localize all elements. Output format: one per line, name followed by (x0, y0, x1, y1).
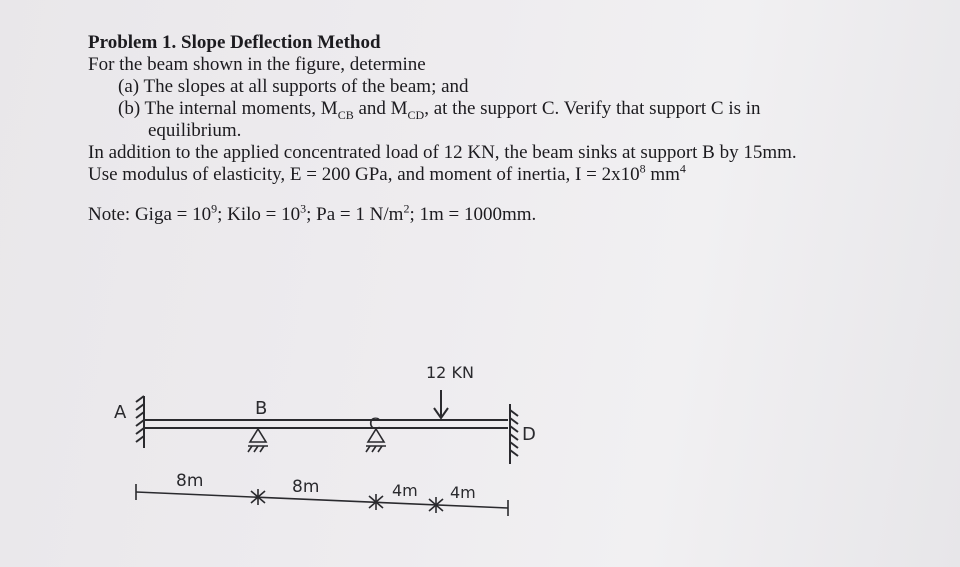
label-b: B (255, 398, 268, 419)
label-d: D (522, 424, 536, 445)
item-b: (b) The internal moments, $M_{CB}$ and $M_{CD}$, at the support C. Verify that support C is in (118, 98, 761, 122)
problem-text (88, 32, 908, 226)
span-c-load: 4m (392, 481, 418, 500)
label-a: A (114, 402, 127, 423)
span-bc: 8m (292, 477, 320, 497)
fixed-support-a (136, 396, 144, 448)
problem-intro: For the beam shown in the figure, determine (88, 54, 426, 75)
label-c: C (369, 414, 381, 433)
item-a: (a) The slopes at all supports of the beam; and (118, 76, 469, 97)
item-b-continued: equilibrium. (148, 120, 242, 141)
note-text: Note: Giga = $10^9$; Kilo = $10^3$; Pa = 1 $N/m^2$; 1m = 1000mm. (88, 201, 537, 225)
modulus-text: Use modulus of elasticity, E = 200 GPa, and moment of inertia, $I = 2x10^8$ $mm^4$ (88, 161, 686, 185)
beam-diagram (80, 330, 640, 550)
fixed-support-d (510, 404, 518, 464)
span-load-d: 4m (450, 483, 476, 502)
problem-title: Problem 1. Slope Deflection Method (88, 32, 381, 53)
support-b (248, 429, 268, 452)
addition-text: In addition to the applied concentrated load of 12 KN, the beam sinks at support B by 15mm. (88, 142, 797, 163)
span-ab: 8m (176, 471, 204, 491)
point-load-arrow (434, 390, 448, 418)
load-label: 12 KN (426, 363, 474, 382)
